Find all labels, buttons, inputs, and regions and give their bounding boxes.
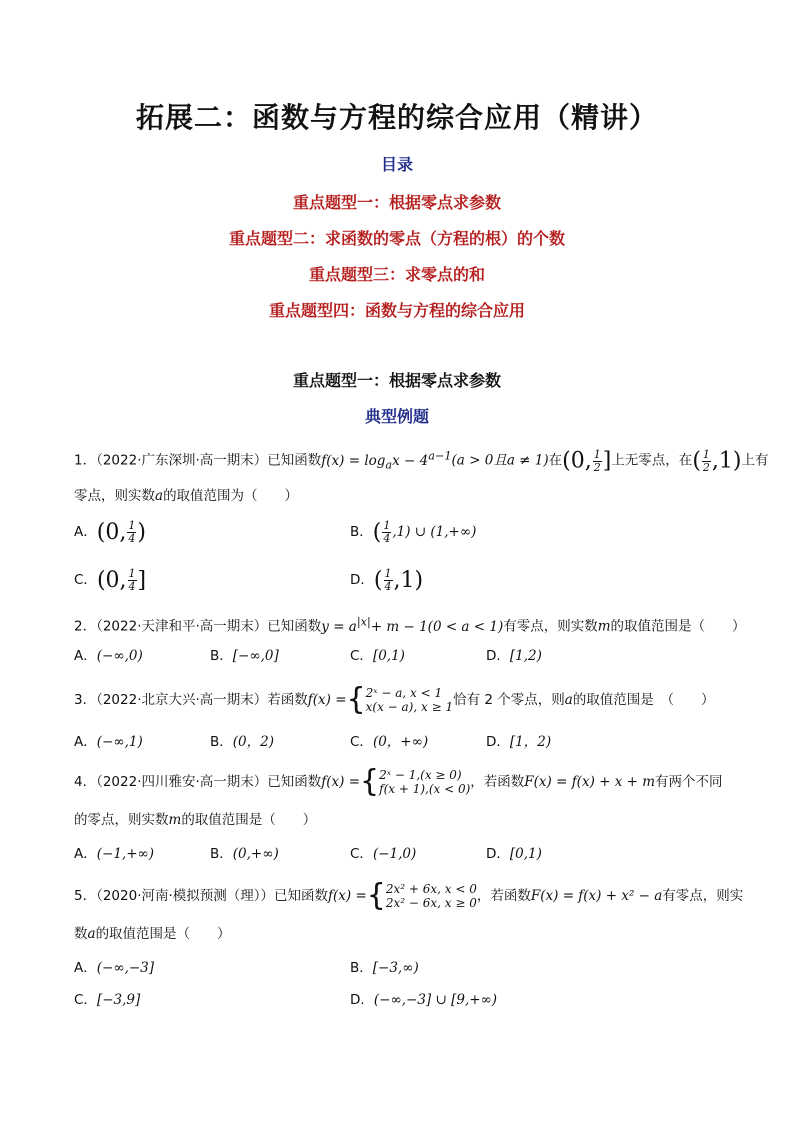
q2-option-d[interactable]: D．[1,2) — [486, 648, 542, 664]
q2-option-c[interactable]: C．[0,1) — [350, 648, 405, 664]
q1-option-d[interactable]: D．( $\frac{1}{4}$ ,1) — [350, 567, 424, 593]
q5-option-d[interactable]: D．(−∞,−3] ∪ [9,+∞) — [350, 992, 498, 1008]
page-title: 拓展二：函数与方程的综合应用（精讲） — [135, 101, 658, 134]
question-2-line-1: 2．（2022·天津和平·高一期末）已知函数$y = a^{|x|}+ m - 1(0 < a < 1)$有零点，则实数m的取值范围是（ ） — [74, 615, 746, 635]
question-5-line-1: 5．（2020·河南·模拟预测（理））已知函数f(x) ={ 2x² + 6x, x < 0 2x² − 6x, x ≥ 0 ，若函数F(x) = f(x) + x² − a有零点，则实 — [74, 878, 744, 913]
q3-piecewise: 2ˣ − a, x < 1 x(x − a), x ≥ 1 — [365, 686, 454, 714]
q1-interval-2: ( $\frac{1}{2}$ ,1) — [692, 447, 742, 474]
q1-condition: (a > 0且a ≠ 1) — [451, 452, 549, 469]
q3-option-a[interactable]: A．(−∞,1) — [74, 734, 143, 750]
q2-option-a[interactable]: A．(−∞,0) — [74, 648, 143, 664]
question-4-line-1: 4．（2022·四川雅安·高一期末）已知函数f(x) ={ 2ˣ − 1,(x ≥ 0) f(x + 1),(x < 0) ，若函数F(x) = f(x) + x + m有两个不同 — [74, 764, 723, 799]
q1-option-c[interactable]: C．(0, $\frac{1}{4}$ ] — [74, 567, 147, 593]
q1-text-3: 上有 — [741, 452, 769, 469]
q2-option-b[interactable]: B．[−∞,0] — [210, 648, 279, 664]
toc-item-1[interactable]: 重点题型一：根据零点求参数 — [292, 193, 501, 212]
q5-option-a[interactable]: A．(−∞,−3] — [74, 960, 155, 976]
question-1-line-2: 零点，则实数a的取值范围为（ ） — [74, 488, 299, 504]
q3-option-c[interactable]: C．(0，+∞) — [350, 734, 429, 750]
toc-item-3[interactable]: 重点题型三：求零点的和 — [308, 265, 485, 284]
q5-piecewise: 2x² + 6x, x < 0 2x² − 6x, x ≥ 0 — [385, 882, 477, 910]
q1-option-a[interactable]: A．(0, $\frac{1}{4}$ ) — [74, 519, 146, 545]
q4-option-b[interactable]: B．(0,+∞) — [210, 846, 279, 862]
question-1-line-1 — [74, 446, 768, 475]
q4-option-a[interactable]: A．(−1,+∞) — [74, 846, 155, 862]
section-title: 重点题型一：根据零点求参数 — [292, 371, 501, 390]
question-5-line-2: 数a的取值范围是（ ） — [74, 926, 231, 942]
q1-option-b[interactable]: B．( $\frac{1}{4}$ ,1) ∪ (1,+∞) — [350, 519, 477, 545]
q4-option-c[interactable]: C．(−1,0) — [350, 846, 417, 862]
q2-function: $y = a^{|x|}+ m - 1(0 < a < 1)$ — [321, 615, 504, 635]
q5-option-b[interactable]: B．[−3,∞) — [350, 960, 419, 976]
question-3-line-1: 3．（2022·北京大兴·高一期末）若函数f(x) ={ 2ˣ − a, x < 1 x(x − a), x ≥ 1 恰有 2 个零点，则a的取值范围是 （ ） — [74, 682, 715, 717]
q4-piecewise: 2ˣ − 1,(x ≥ 0) f(x + 1),(x < 0) — [379, 768, 471, 796]
question-4-line-2: 的零点，则实数m的取值范围是（ ） — [74, 812, 317, 828]
q4-option-d[interactable]: D．[0,1) — [486, 846, 542, 862]
q3-option-d[interactable]: D．[1，2) — [486, 734, 552, 750]
section-subtitle: 典型例题 — [364, 407, 429, 426]
q3-option-b[interactable]: B．(0，2) — [210, 734, 274, 750]
toc-item-2[interactable]: 重点题型二：求函数的零点（方程的根）的个数 — [228, 229, 565, 248]
q1-text-2: 上无零点，在 — [611, 452, 693, 469]
q5-option-c[interactable]: C．[−3,9] — [74, 992, 141, 1008]
q1-function: $f(x) = \log_ax - 4^{a-1}$ — [321, 449, 452, 472]
q1-interval-1: (0, $\frac{1}{2}$ ] — [562, 447, 612, 474]
toc-heading: 目录 — [380, 155, 413, 174]
toc-item-4[interactable]: 重点题型四：函数与方程的综合应用 — [268, 301, 525, 320]
q1-prefix: 1．（2022·广东深圳·高一期末）已知函数 — [74, 452, 322, 469]
q1-text: 在 — [548, 452, 563, 469]
